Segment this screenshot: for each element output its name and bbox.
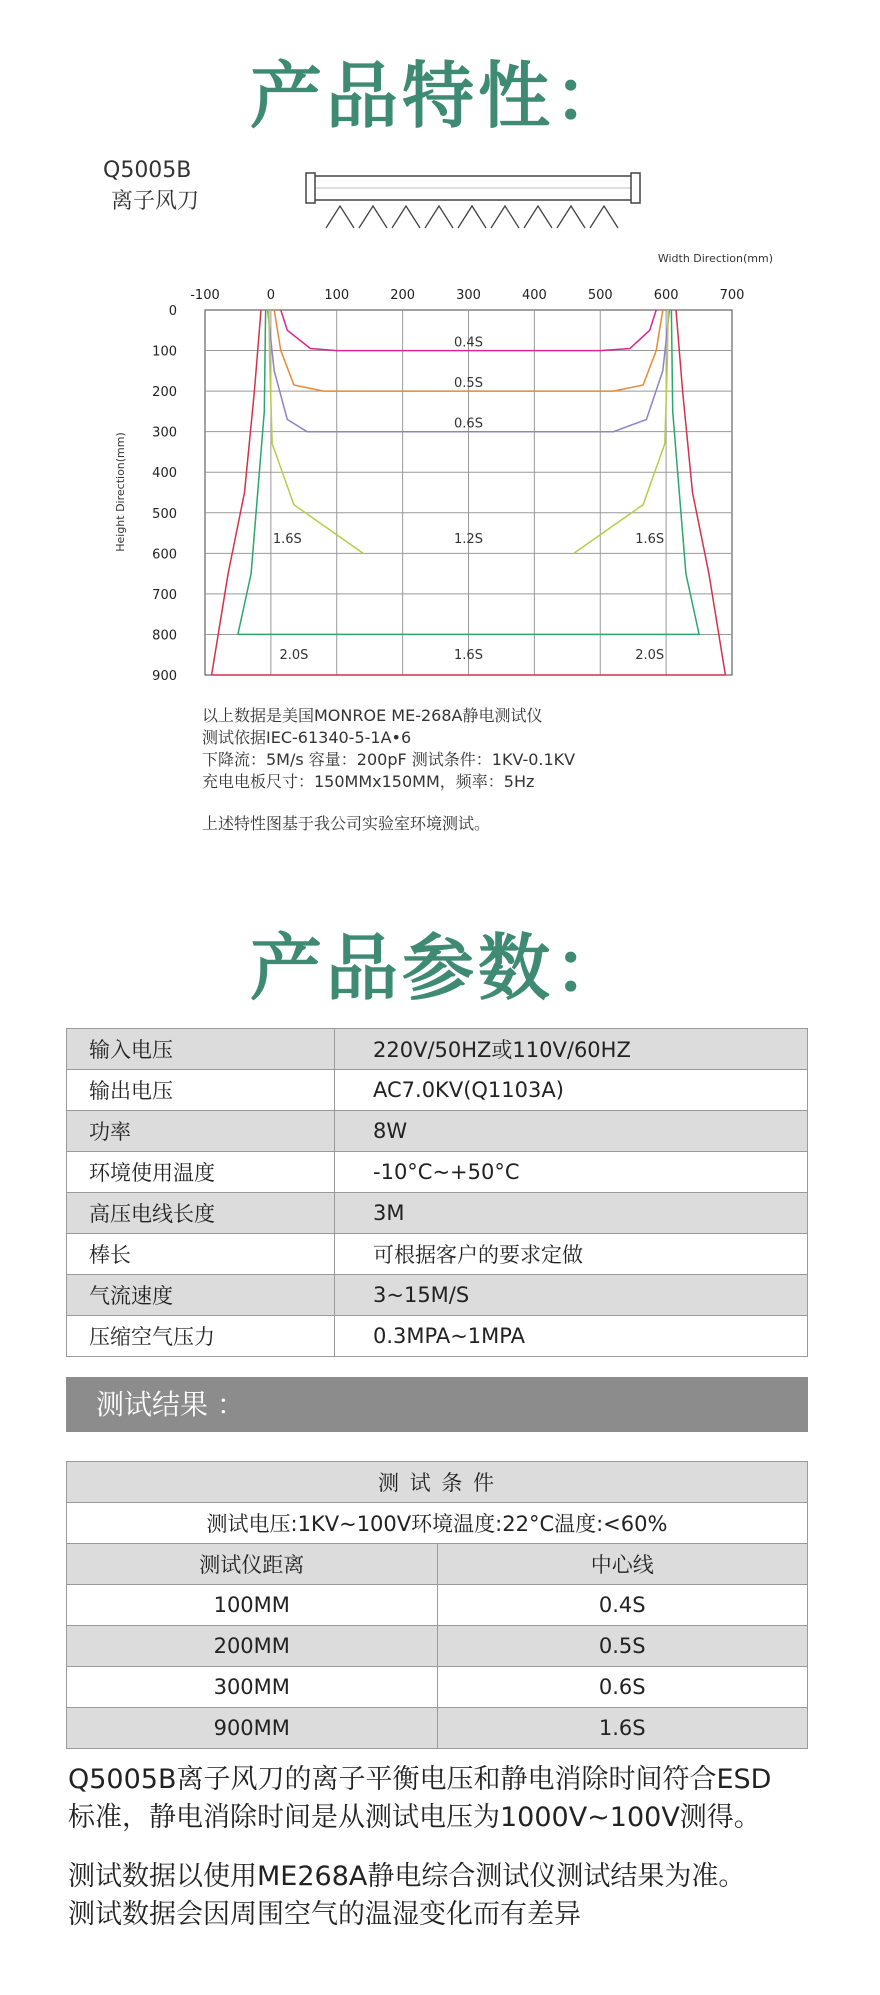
chart-data-label: 1.2S: [454, 532, 483, 548]
discharge-time-chart: [100, 250, 780, 690]
results-distance: 100MM: [67, 1585, 438, 1626]
results-distance: 300MM: [67, 1667, 438, 1708]
section-title-features: 产品特性：: [249, 54, 630, 138]
spec-label: 棒长: [67, 1234, 335, 1275]
chart-y-tick-label: 900: [152, 669, 177, 684]
chart-data-label: 0.5S: [454, 376, 483, 392]
results-row: [67, 1585, 808, 1626]
spec-value: -10°C~+50°C: [335, 1152, 808, 1193]
note-line: 充电电板尺寸：150MMx150MM，频率：5Hz: [202, 772, 535, 791]
spec-value: AC7.0KV(Q1103A): [335, 1070, 808, 1111]
nozzle-chevron: [392, 206, 420, 228]
spec-label: 压缩空气压力: [67, 1316, 335, 1357]
chart-y-tick-label: 200: [152, 385, 177, 401]
chart-x-ticks: [190, 288, 744, 303]
spec-row: [67, 1275, 808, 1316]
chart-y-tick-label: 500: [152, 506, 177, 522]
footer-paragraph-2: [68, 1858, 745, 1934]
results-time: 0.4S: [437, 1585, 808, 1626]
spec-value: 220V/50HZ或110V/60HZ: [335, 1029, 808, 1070]
results-condition-title: 测 试 条 件: [67, 1462, 808, 1503]
spec-table: [66, 1028, 808, 1357]
chart-x-tick-label: 300: [456, 288, 481, 303]
spec-value: 0.3MPA~1MPA: [335, 1316, 808, 1357]
note-line: 测试依据IEC-61340-5-1A•6: [202, 728, 412, 747]
results-condition-row: [67, 1503, 808, 1544]
results-time: 0.6S: [437, 1667, 808, 1708]
section-title-parameters: 产品参数：: [249, 926, 630, 1010]
results-table: [66, 1461, 808, 1749]
nozzle-chevron: [359, 206, 387, 228]
footer-paragraph-1: [68, 1761, 771, 1837]
footer-line: 测试数据以使用ME268A静电综合测试仪测试结果为准。: [68, 1861, 746, 1892]
spec-row: [67, 1193, 808, 1234]
spec-row: [67, 1029, 808, 1070]
chart-data-label: 1.6S: [272, 532, 302, 548]
nozzle-chevron: [491, 206, 519, 228]
spec-label: 环境使用温度: [67, 1152, 335, 1193]
spec-label: 输出电压: [67, 1070, 335, 1111]
results-row: [67, 1708, 808, 1749]
results-row: [67, 1626, 808, 1667]
spec-label: 输入电压: [67, 1029, 335, 1070]
spec-value: 8W: [335, 1111, 808, 1152]
air-knife-illustration: [300, 168, 650, 238]
chart-data-label: 1.6S: [454, 647, 483, 663]
note-line: 以上数据是美国MONROE ME-268A静电测试仪: [202, 706, 543, 725]
results-header-row: [67, 1544, 808, 1585]
chart-notes: [202, 705, 575, 835]
nozzle-chevron: [458, 206, 486, 228]
nozzle-chevron: [326, 206, 354, 228]
results-distance: 900MM: [67, 1708, 438, 1749]
spec-label: 功率: [67, 1111, 335, 1152]
chart-y-tick-label: 300: [152, 425, 177, 441]
results-time: 1.6S: [437, 1708, 808, 1749]
chart-x-tick-label: -100: [190, 288, 220, 303]
note-line: 上述特性图基于我公司实验室环境测试。: [202, 814, 491, 833]
chart-y-tick-label: 0: [168, 304, 177, 319]
chart-data-label: 0.6S: [454, 416, 483, 432]
results-condition-title-row: [67, 1462, 808, 1503]
nozzle-chevron: [557, 206, 585, 228]
spec-value: 3~15M/S: [335, 1275, 808, 1316]
chart-ylabel: Height Direction(mm): [114, 432, 127, 552]
product-model: Q5005B: [103, 158, 192, 183]
chart-grid: [205, 310, 732, 675]
chart-data-label: 0.4S: [454, 335, 483, 351]
spec-row: [67, 1234, 808, 1275]
spec-value: 3M: [335, 1193, 808, 1234]
spec-label: 气流速度: [67, 1275, 335, 1316]
chart-x-tick-label: 100: [324, 288, 350, 303]
results-col-center: 中心线: [437, 1544, 808, 1585]
chart-x-tick-label: 200: [390, 288, 416, 303]
spec-value: 可根据客户的要求定做: [335, 1234, 808, 1275]
note-line: 下降流：5M/s 容量：200pF 测试条件：1KV-0.1KV: [202, 750, 576, 769]
air-knife-right-cap: [631, 173, 640, 203]
results-banner: [66, 1377, 808, 1432]
results-row: [67, 1667, 808, 1708]
footer-line: Q5005B离子风刀的离子平衡电压和静电消除时间符合ESD: [68, 1764, 772, 1795]
results-banner-title: 测试结果 ：: [96, 1388, 245, 1421]
chart-y-tick-label: 400: [152, 466, 177, 482]
chart-x-tick-label: 600: [653, 288, 679, 303]
results-time: 0.5S: [437, 1626, 808, 1667]
nozzle-chevron: [425, 206, 453, 228]
footer-line: 标准，静电消除时间是从测试电压为1000V~100V测得。: [68, 1802, 761, 1833]
footer-line: 测试数据会因周围空气的温湿变化而有差异: [68, 1899, 581, 1930]
chart-x-tick-label: 0: [266, 288, 276, 303]
nozzle-chevron: [524, 206, 552, 228]
results-col-distance: 测试仪距离: [67, 1544, 438, 1585]
chart-y-tick-label: 100: [152, 344, 177, 360]
spec-label: 高压电线长度: [67, 1193, 335, 1234]
chart-x-tick-label: 500: [587, 288, 613, 303]
air-knife-left-cap: [306, 173, 315, 203]
chart-x-tick-label: 400: [521, 288, 547, 303]
nozzle-chevron: [590, 206, 618, 228]
spec-row: [67, 1316, 808, 1357]
chart-y-tick-label: 800: [152, 628, 177, 644]
results-condition-text: 测试电压:1KV~100V环境温度:22°C温度:<60%: [67, 1503, 808, 1544]
chart-y-tick-label: 700: [152, 587, 177, 603]
results-distance: 200MM: [67, 1626, 438, 1667]
chart-y-tick-label: 600: [152, 547, 177, 563]
chart-y-ticks: [152, 304, 177, 684]
chart-xlabel: Width Direction(mm): [657, 252, 773, 265]
spec-row: [67, 1152, 808, 1193]
spec-row: [67, 1111, 808, 1152]
chart-x-tick-label: 700: [719, 288, 745, 303]
chart-data-label: 2.0S: [279, 647, 309, 663]
product-name: 离子风刀: [111, 189, 200, 214]
chart-data-label: 1.6S: [635, 532, 665, 548]
air-knife-nozzles: [326, 206, 618, 228]
spec-row: [67, 1070, 808, 1111]
chart-data-label: 2.0S: [635, 647, 665, 663]
